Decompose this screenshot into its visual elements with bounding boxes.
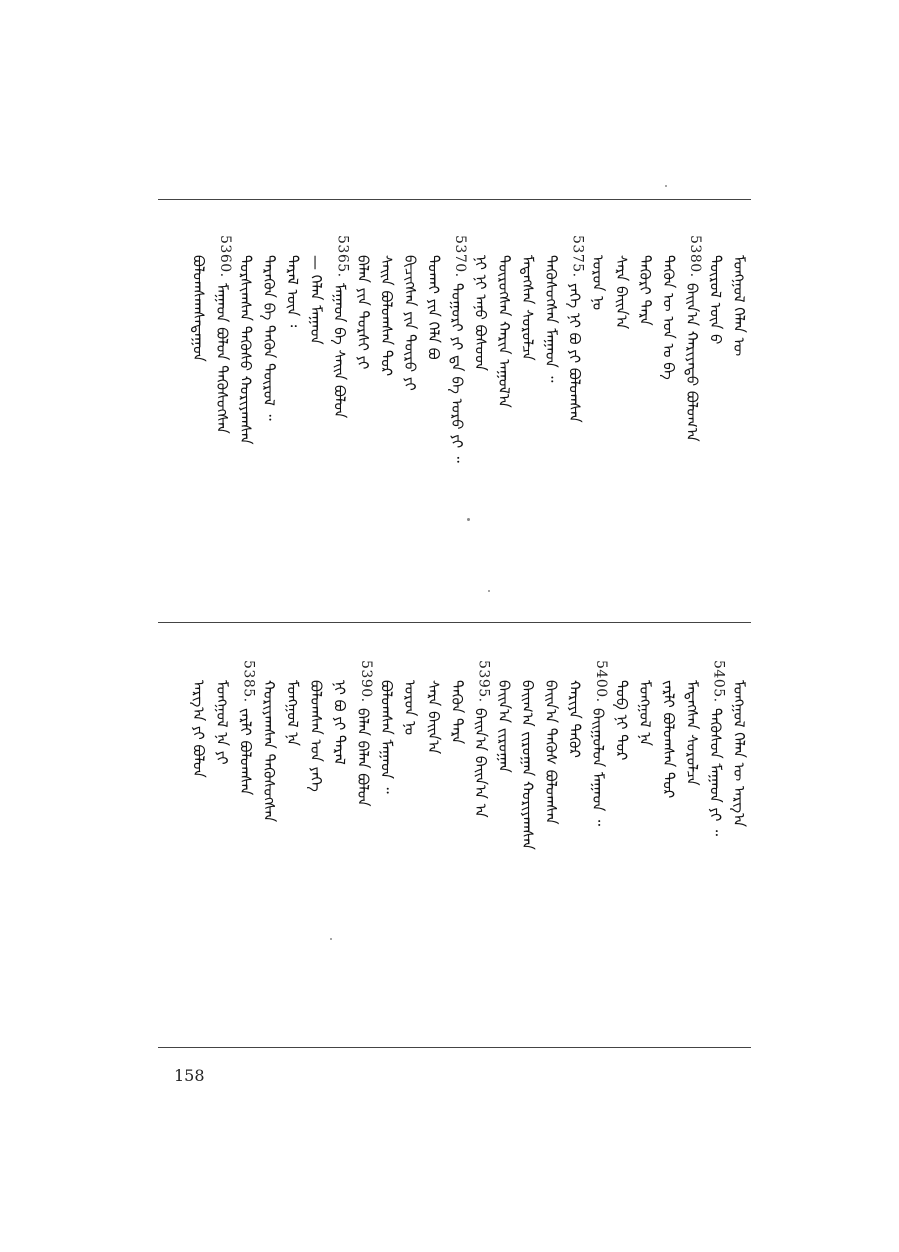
verse-line: [660, 660, 682, 860]
verse-line: [331, 660, 353, 860]
verse-line: [425, 235, 447, 465]
verse-line: [660, 235, 682, 465]
verse-line: [448, 660, 470, 860]
mongolian-verse-text: ᠲᠡᠭᠦᠰᠦᠭᠰᠡᠨ ᠮᠠᠭᠠᠳ ᠃: [542, 255, 560, 383]
verse-line: [354, 660, 376, 860]
verse-line: [307, 660, 329, 860]
verse-line: [495, 235, 517, 465]
bottom-text-block: [158, 660, 751, 860]
verse-line: [237, 660, 259, 860]
verse-line: [237, 235, 259, 465]
mongolian-verse-text: ᠨᠢ ᠪᠣ ᠶᠢ ᠲᠡᠷᠡᠯ: [330, 680, 349, 765]
verse-line: [213, 235, 235, 465]
verse-line: [260, 235, 282, 465]
mongolian-verse-text: ᠲᠡᠷᠡᠯ ᠦᠨ ᠄: [283, 255, 302, 328]
verse-line: [213, 660, 235, 860]
verse-line: [401, 660, 423, 860]
mongolian-verse-text: — ᠬᠡᠯᠡᠨ ᠮᠠᠭᠠᠳ: [307, 255, 325, 345]
mongolian-verse-text: ᠬᠠᠷᠢᠶᠠ ᠲᠡᠭᠦᠷ: [565, 680, 584, 758]
mongolian-verse-text: ᠪᠠᠢᠨ᠎ᠠ ᠪᠠᠢᠨ᠎ᠠ ᠠ: [471, 708, 490, 818]
mongolian-verse-text: ᠮᠣᠩᠭᠣᠯ ᠬᠡᠯᠡᠨ ᠦ: [730, 255, 748, 357]
mongolian-verse-text: ᠠᠷᠭ᠎ᠠ ᠶᠢ ᠪᠣᠯᠤᠨ: [189, 680, 208, 778]
verse-line: [542, 235, 564, 465]
mongolian-verse-text: ᠲᠡᠭᠦᠰᠦᠨ ᠮᠠᠭᠠᠳ ᠶᠢ ᠃: [706, 708, 725, 837]
mongolian-verse-text: ᠪᠡᠯᠡᠨ ᠪᠡᠯᠡᠨ ᠪᠤᠯᠤᠨ: [354, 708, 372, 807]
top-rule: [158, 199, 751, 200]
mongolian-verse-text: ᠲᠣᠭᠣᠷᠢ ᠶᠢ ᠳᠠ ᠪᠠ ᠤᠷᠤ ᠶᠢ ᠃: [448, 283, 466, 463]
mongolian-verse-text: ᠲᠡᠭᠦᠷᠢ ᠲᠡᠷᠡ: [636, 255, 654, 326]
print-speck: [488, 590, 490, 592]
mongolian-verse-text: ᠬᠤᠷᠢᠶᠠᠭᠰᠠᠨ ᠲᠡᠭᠦᠰᠦᠭᠰᠡᠨ: [260, 680, 278, 823]
verse-line: [425, 660, 447, 860]
verse-line: [378, 235, 400, 465]
mongolian-verse-text: ᠰᠠᠢᠨ ᠪᠣᠯᠤᠭᠰᠠᠨ ᠲᠤᠷ: [377, 255, 396, 377]
verse-line: [472, 235, 494, 465]
verse-line: [730, 660, 752, 860]
middle-rule: [158, 622, 751, 623]
verse-line: [683, 235, 705, 465]
mongolian-verse-text: ᠮᠡᠳᠡᠭᠰᠡᠨ ᠰᠤᠷᠤᠯᠴᠠ: [518, 255, 537, 361]
print-speck: [467, 518, 470, 521]
mongolian-verse-text: ᠮᠣᠩᠭᠣᠯ ᠨᠠ: [283, 680, 302, 746]
mongolian-verse-text: ᠶᠡᠭᠡ ᠨᠢ ᠪᠣ ᠶᠢ ᠪᠣᠯᠤᠭᠰᠠᠨ: [565, 283, 584, 423]
mongolian-verse-text: ᠰᠠᠷᠠ ᠪᠠᠢᠨ᠎ᠠ: [612, 255, 631, 330]
mongolian-verse-text: ᠮᠠᠭᠠᠳ ᠪᠤᠯᠤᠨ ᠲᠡᠭᠦᠰᠦᠭᠰᠡᠨ: [213, 283, 231, 434]
mongolian-verse-text: ᠮᠣᠩᠭᠣᠯ ᠬᠡᠯᠡᠨ ᠦ ᠠᠷᠭ᠎ᠠ: [730, 680, 748, 828]
verse-line: [472, 660, 494, 860]
mongolian-verse-text: ᠪᠢᠴᠢᠭᠰᠡᠨ ᠶᠢᠨ ᠲᠦᠷᠦ ᠶᠢ: [401, 255, 419, 391]
mongolian-verse-text: ᠪᠣᠯᠤᠭᠰᠠᠨ ᠮᠠᠭᠠᠳ ᠃: [377, 680, 396, 794]
verse-line: [519, 235, 541, 465]
line-number: 5380.: [687, 235, 703, 278]
verse-line: [284, 235, 306, 465]
mongolian-verse-text: ᠰᠠᠷᠠ ᠪᠠᠢᠨ᠎ᠠ: [424, 680, 443, 755]
verse-line: [636, 660, 658, 860]
mongolian-verse-text: ᠪᠠᠢᠭ᠎ᠠ ᠵᠢᠷᠤᠭᠠᠨ ᠬᠤᠷᠢᠶᠠᠭᠰᠠᠨ: [518, 680, 537, 850]
page-number: 158: [174, 1066, 205, 1085]
verse-line: [566, 660, 588, 860]
verse-line: [519, 660, 541, 860]
mongolian-verse-text: ᠪᠠᠢᠨ᠎ᠠ ᠲᠡᠭᠦᠰ ᠪᠣᠯᠤᠭᠰᠠᠨ: [542, 680, 560, 825]
mongolian-verse-text: ᠲᠤᠷᠰᠢᠭᠰᠠᠨ ᠲᠡᠭᠦᠰᠦ ᠬᠤᠷᠢᠶᠠᠭᠰᠠᠨ: [236, 255, 255, 445]
mongolian-verse-text: ᠪᠠᠢᠨ᠎ᠠ ᠵᠢᠷᠤᠭᠠᠨ: [495, 680, 513, 773]
bottom-rule: [158, 1047, 751, 1048]
mongolian-verse-text: ᠵᠠᠷᠯᠢ ᠪᠣᠯᠤᠭᠰᠠᠨ: [236, 708, 255, 796]
verse-line: [566, 235, 588, 465]
line-number: 5375.: [569, 235, 586, 278]
line-number: 5365.: [334, 235, 351, 278]
verse-line: [331, 235, 353, 465]
mongolian-verse-text: ᠵᠠᠷᠯᠢ ᠪᠣᠯᠤᠭᠰᠠᠨ ᠲᠤᠷ: [659, 680, 678, 799]
verse-line: [190, 660, 212, 860]
mongolian-verse-text: ᠮᠠᠭᠠᠳ ᠪᠠ ᠰᠠᠢᠨ ᠪᠣᠯᠤᠨ: [330, 283, 349, 419]
verse-line: [707, 660, 729, 860]
verse-line: [730, 235, 752, 465]
mongolian-verse-text: ᠪᠣᠯᠤᠭᠰᠠᠭᠰᠠᠳᠠᠭᠤᠨ: [189, 255, 208, 362]
mongolian-verse-text: ᠲᠤᠬᠠᠢ ᠶᠢᠨ ᠬᠡᠯᠡ ᠪᠣ: [424, 255, 443, 360]
verse-line: [707, 235, 729, 465]
verse-line: [307, 235, 329, 465]
mongolian-verse-text: ᠣᠷᠣᠨ ᠨᠤ: [589, 255, 607, 311]
verse-line: [589, 235, 611, 465]
mongolian-verse-text: ᠮᠣᠩᠭᠣᠯ ᠨᠠ ᠶᠢ: [213, 680, 231, 765]
verse-line: [613, 235, 635, 465]
mongolian-verse-text: ᠪᠠᠢᠨ᠎ᠠ ᠬᠠᠷᠢᠶᠠᠲᠤ ᠪᠣᠯᠤᠭ᠎ᠠ: [683, 283, 701, 442]
verse-line: [190, 235, 212, 465]
line-number: 5405.: [710, 660, 727, 703]
line-number: 5370.: [452, 235, 468, 278]
verse-line: [613, 660, 635, 860]
mongolian-verse-text: ᠪᠣᠯᠤᠭᠰᠠᠨ ᠤᠨ ᠶᠡᠭᠡ: [307, 680, 325, 792]
mongolian-verse-text: ᠲᠡᠭᠦᠨ ᠲᠡᠷᠡ: [448, 680, 466, 745]
line-number: 5400.: [593, 660, 609, 703]
print-speck: [330, 938, 332, 940]
verse-line: [378, 660, 400, 860]
mongolian-verse-text: ᠮᠣᠩᠭᠣᠯ ᠨᠠ: [636, 680, 654, 746]
verse-line: [636, 235, 658, 465]
verse-line: [683, 660, 705, 860]
mongolian-verse-text: ᠲᠡᠭᠦᠨ ᠦ ᠣᠨ ᠤ ᠪᠠ: [659, 255, 678, 380]
line-number: 5385.: [240, 660, 257, 703]
mongolian-verse-text: ᠲᠦᠷᠦᠯ ᠦᠨ ᠪ: [706, 255, 725, 345]
verse-line: [260, 660, 282, 860]
verse-line: [284, 660, 306, 860]
mongolian-verse-text: ᠲᠦᠷᠦᠭᠰᠡᠨ ᠬᠠᠷᠢᠨ ᠠᠭᠤᠯ᠎ᠠ: [495, 255, 513, 408]
verse-line: [448, 235, 470, 465]
verse-line: [542, 660, 564, 860]
verse-line: [401, 235, 423, 465]
verse-line: [354, 235, 376, 465]
mongolian-verse-text: ᠲᠣᠪ ᠨᠢ ᠲᠤᠷ: [612, 680, 631, 761]
top-text-block: [158, 235, 751, 465]
mongolian-verse-text: ᠨᠢ ᠨᠢ ᠠᠨᠤ ᠪᠤᠰᠤᠳ: [471, 255, 490, 371]
mongolian-verse-text: ᠣᠷᠣᠨ ᠨᠤ: [401, 680, 419, 736]
mongolian-verse-text: ᠲᠡᠷᠡᠭᠦᠨ ᠪᠠ ᠲᠡᠭᠦᠨ ᠲᠦᠷᠦᠯ ᠃: [260, 255, 278, 421]
line-number: 5390.: [358, 660, 374, 703]
line-number: 5360.: [217, 235, 233, 278]
mongolian-verse-text: ᠮᠡᠳᠡᠭᠰᠡᠨ ᠰᠤᠷᠤᠯᠴᠠ: [683, 680, 701, 786]
verse-line: [589, 660, 611, 860]
mongolian-verse-text: ᠪᠠᠢᠭᠤᠯᠤᠨ ᠮᠠᠭᠠᠳ ᠃: [589, 708, 607, 826]
verse-line: [495, 660, 517, 860]
line-number: 5395.: [475, 660, 492, 703]
print-speck: [665, 185, 667, 187]
mongolian-verse-text: ᠪᠡᠯᠡᠨ ᠶᠢᠨ ᠲᠤᠷᠰᠢ ᠶᠢ: [354, 255, 372, 370]
